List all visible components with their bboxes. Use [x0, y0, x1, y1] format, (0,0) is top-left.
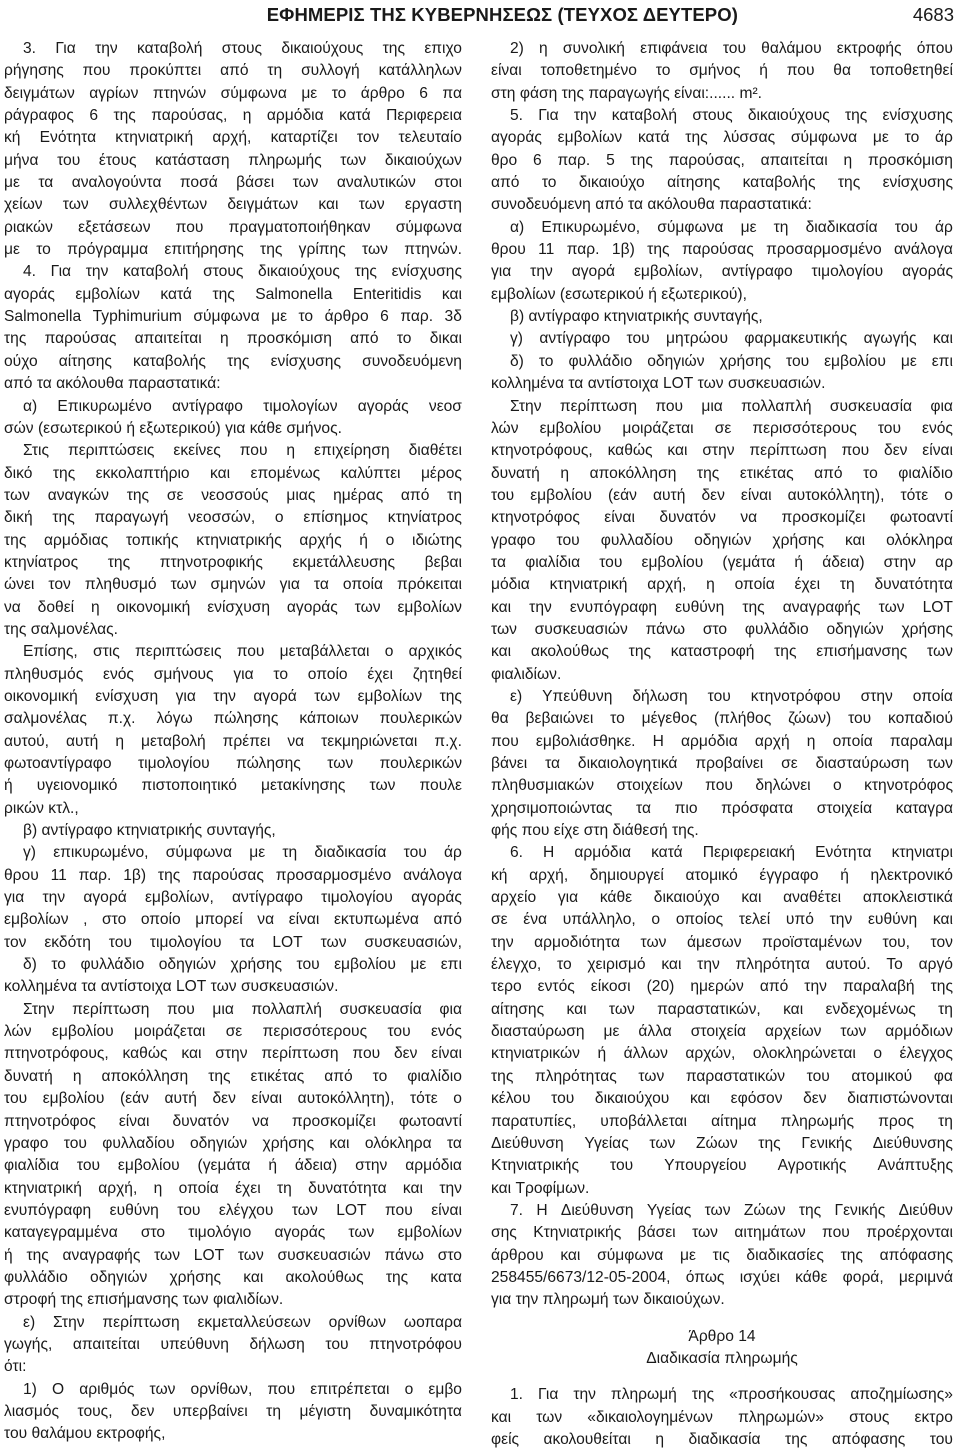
text-line: θρο 6 παρ. 5 της παρούσας, απαιτείται η προσκόμιση [491, 151, 953, 169]
text-line: στροφή της επισήμανσης των φιαλιδίων. [4, 1291, 284, 1309]
text-line: οικονομική ενίσχυση για την αγορά των εμβολίων της [4, 687, 462, 705]
text-line: ή της αναγραφής των LOT των συσκευασιών πάνω στο [4, 1246, 462, 1264]
text-line: αγοράς εμβολίων κατά της Salmonella Enteritidis και [4, 285, 462, 303]
text-line: ε) Στην περίπτωση εκμεταλλεύσεων ορνίθων ωοπαρα [23, 1313, 462, 1331]
text-line: άρθρου και σύμφωνα με τις διαδικασίες της απόφασης [491, 1246, 953, 1264]
text-line: ότι: [4, 1358, 27, 1376]
text-line: εμβολίων (εσωτερικού ή εξωτερικού), [491, 285, 747, 303]
text-line: ούχο αίτησης καταβολής της ενίσχυσης συνοδευόμενη [4, 352, 462, 370]
text-line: δ) το φυλλάδιο οδηγιών χρήσης του εμβολίου με επι [23, 956, 462, 974]
text-line: αγοράς εμβολίων κατά της λύσσας σύμφωνα με το άρ [491, 129, 953, 147]
text-line: της παρούσας απαιτείται η προσκόμιση από το δικαι [4, 330, 462, 348]
text-line: δικό της εκκολαπτήριο και επομένως καλύπτει μέρος [4, 464, 462, 482]
text-line: του θαλάμου εκτροφής, [4, 1425, 166, 1443]
text-line: θα βεβαιώνει το μέγεθος (πλήθος ζώων) του κοπαδιού [491, 710, 953, 728]
text-line: καταγεγραμμένα στο τιμολόγιο αγοράς των εμβολίων [4, 1224, 462, 1242]
text-line: από το δικαιούχο αίτησης καταβολής της ενίσχυσης [491, 174, 953, 192]
text-line: λιασμός τους, δεν υπερβαίνει τη μέγιστη δυναμικότητα [4, 1402, 462, 1420]
text-line: αίτησης και των παραστατικών, και ενδεχομένως τη [491, 1000, 953, 1018]
text-line: για την πληρωμή των δικαιούχων. [491, 1291, 725, 1309]
text-line: από τα ακόλουθα παραστατικά: [4, 375, 221, 393]
text-line: κή αρχή, δημιουργεί ατομικό έγγραφο ή ηλεκτρονικό [491, 866, 953, 884]
text-line: σε ένα υπάλληλο, ο οποίος τελεί υπό την ευθύνη και [491, 911, 953, 929]
text-line: του εμβολίου (εάν αυτή δεν είναι αυτοκόλλητη), τότε ο [4, 1090, 462, 1108]
text-line: κολλημένα τα αντίστοιχα LOT των συσκευασιών. [491, 375, 826, 393]
text-line: τον εκδότη του τιμολογίου τα LOT των συσκευασιών, [4, 933, 462, 951]
text-line: φιαλίδια του εμβολίου (γεμάτα ή άδεια) στην αρμόδια [4, 1157, 462, 1175]
spacer [491, 1312, 953, 1326]
text-line: λών εμβολίου μοιράζεται σε περισσότερους του ενός [4, 1023, 462, 1041]
text-line: κτηνοτρόφος είναι δυνατόν να προσκομίζει φωτοαντί [491, 509, 953, 527]
text-line: στη φάση της παραγωγής είναι:...... m². [491, 84, 763, 102]
text-line: κτηνίατρος της πτηνοτροφικής εκμετάλλευσης βεβαι [4, 553, 462, 571]
text-line: θρου 11 παρ. 1β) της παρούσας προσαρμοσμένο ανάλογα [491, 241, 953, 259]
text-line: πληθυσμιακών στοιχείων που δηλώνει ο κτηνοτρόφος [491, 777, 953, 795]
text-line: κή Ενότητα κτηνιατρική αρχή, καταρτίζει τον τελευταίο [4, 129, 462, 147]
text-line: γ) αντίγραφο του μητρώου φαρμακευτικής αγωγής και [510, 330, 953, 348]
text-line: γ) επικυρωμένο, σύμφωνα με τη διαδικασία του άρ [23, 844, 462, 862]
text-line: χείων των συλλεχθέντων δειγμάτων και των εργαστη [4, 196, 462, 214]
left-column [4, 38, 462, 1446]
text-line: κτηνοτρόφους, καθώς και στην περίπτωση που δεν είναι [491, 442, 953, 460]
text-line: 1. Για την πληρωμή της «προσήκουσας αποζημίωσης» [510, 1386, 953, 1404]
text-line: βάνει τα δικαιολογητικά προβαίνει σε διασταύρωση των [491, 755, 953, 772]
text-line: αυτού, αυτή η μεταβολή πρέπει να τεκμηριώνεται π.χ. [4, 732, 462, 750]
text-line: Salmonella Typhimurium σύμφωνα με το άρθρο 6 παρ. 3δ [4, 308, 462, 326]
text-line: Στην περίπτωση που μια πολλαπλή συσκευασία φια [23, 1000, 462, 1018]
text-line: ρήγησης που προκύπτει από τη συλλογή κατάλληλων [4, 62, 462, 80]
text-line: ενυπόγραφη ευθύνη του ελέγχου των LOT που είναι [4, 1201, 462, 1219]
text-line: αρχείο για κάθε δικαιούχο και αναθέτει αποκλειστικά [491, 889, 953, 907]
text-line: των αναγκών της σε νεοσσούς μιας ημέρας από τη [4, 486, 462, 504]
text-line: λών εμβολίου μοιράζεται σε περισσότερους του ενός [491, 419, 953, 437]
text-line: γραφο του φυλλαδίου οδηγιών χρήσης και ολόκληρα [491, 531, 953, 549]
text-line: του εμβολίου (εάν αυτή δεν είναι αυτοκόλλητη), τότε ο [491, 486, 953, 504]
text-line: 258455/6673/12-05-2004, όπως ισχύει κάθε φορά, μεριμνά [491, 1268, 953, 1286]
text-line: φής που είχε στη διάθεσή της. [491, 822, 699, 840]
spacer [491, 1370, 953, 1384]
text-line: δυνατή η αποκόλληση της ετικέτας από το φιαλίδιο [491, 464, 953, 482]
text-line: την αρμοδιότητα των άμεσων προϊσταμένων του, τον [491, 933, 953, 951]
article-heading: Διαδικασία πληρωμής [646, 1349, 798, 1367]
text-line: δική της παραγωγή νεοσσών, ο επίσημος κτηνίατρος [4, 509, 462, 527]
text-line: α) Επικυρωμένο, σύμφωνα με τη διαδικασία του άρ [510, 218, 953, 236]
text-line: παρατυπίες, υποβάλλεται αίτημα πληρωμής προς τη [491, 1112, 953, 1130]
text-line: 4. Για την καταβολή στους δικαιούχους της ενίσχυσης [23, 263, 462, 281]
text-line: ρικών κτλ., [4, 799, 79, 817]
text-line: για την αγορά εμβολίων, αντίγραφο τιμολογίου αγοράς [4, 889, 462, 907]
text-line: για την αγορά εμβολίων, αντίγραφο τιμολογίου αγοράς [491, 263, 953, 281]
text-line: σών (εσωτερικού ή εξωτερικού) για κάθε σμήνος. [4, 419, 342, 437]
text-line: της πληρότητας των παραστατικών του ατομικού φα [491, 1067, 953, 1085]
text-line: 3. Για την καταβολή στους δικαιούχους της επιχο [23, 40, 462, 57]
text-line: πτηνοτρόφους, καθώς και στην περίπτωση που δεν είναι [4, 1045, 462, 1063]
text-line: μήνα του έτους κατάσταση πληρωμής των δικαιούχων [4, 151, 462, 169]
text-line: 7. Η Διεύθυνση Υγείας των Ζώων της Γενικής Διεύθυν [510, 1201, 953, 1219]
text-line: Επίσης, στις περιπτώσεις που μεταβάλλεται ο αρχικός [23, 643, 462, 661]
text-line: με τα αναλογούντα ποσά βάσει των αναλυτικών στοι [4, 174, 462, 192]
text-line: πληθυσμός ενός σμήνους για το οποίο έχει ζητηθεί [4, 665, 462, 683]
text-line: πτηνοτρόφος είναι δυνατόν να προσκομίζει φωτοαντί [4, 1112, 462, 1130]
text-line: έλεγχο, το χειρισμό και την πληρότητα αυτού. Το αργό [491, 956, 953, 974]
text-line: συνοδευόμενη από τα ακόλουθα παραστατικά: [491, 196, 812, 214]
text-line: γωγής, απαιτείται υπεύθυνη δήλωση του πτηνοτρόφου [4, 1335, 462, 1353]
text-line: Στις περιπτώσεις εκείνες που η επιχείρηση διαθέτει [23, 442, 462, 460]
text-line: με το πρόγραμμα επιτήρησης της γρίπης των πτηνών. [4, 241, 462, 259]
text-line: και την ενυπόγραφη ευθύνη της αναγραφής των LOT [491, 598, 953, 616]
text-line: 2) η συνολική επιφάνεια του θαλάμου εκτροφής όπου [510, 40, 953, 57]
text-line: φυλλάδιο οδηγιών χρήσης και ακολούθως της κατα [4, 1268, 462, 1286]
text-line: ή υγειονομικό πιστοποιητικό μετακίνησης των πουλε [4, 777, 462, 795]
text-line: γραφο του φυλλαδίου οδηγιών χρήσης και ολόκληρα τα [4, 1134, 462, 1152]
text-line: σης Κτηνιατρικής βάσει των αιτημάτων που προέρχονται [491, 1224, 953, 1242]
text-line: σαλμονέλας π.χ. λόγω πώλησης κάποιων πουλερικών [4, 710, 462, 728]
text-line: δυνατή η αποκόλληση της ετικέτας από το φιαλίδιο [4, 1067, 462, 1085]
text-line: τερο εντός είκοσι (20) ημερών από την παραλαβή της [491, 978, 953, 996]
text-line: ράγραφος 6 της παρούσας, η αρμόδια κατά Περιφερεια [4, 107, 462, 125]
text-line: ώνει τον πληθυσμό των σμηνών για τα οποία πρόκειται [4, 576, 462, 594]
right-column [491, 38, 953, 1451]
text-line: ε) Υπεύθυνη δήλωση του κτηνοτρόφου στην οποία [510, 687, 953, 705]
text-line: φείς ακολουθείται η διαδικασία της απόφασης του [491, 1430, 953, 1448]
text-line: 6. Η αρμόδια κατά Περιφερειακή Ενότητα κτηνιατρι [510, 844, 953, 862]
text-line: 5. Για την καταβολή στους δικαιούχους της ενίσχυσης [510, 107, 953, 125]
text-line: θρου 11 παρ. 1β) της παρούσας προσαρμοσμένο ανάλογα [4, 866, 462, 884]
text-line: φιαλιδίων. [491, 665, 562, 683]
text-line: κτηνιατρική αρχή, η οποία έχει τη δυνατότητα και την [4, 1179, 462, 1197]
text-line: Κτηνιατρικής του Υπουργείου Αγροτικής Ανάπτυξης [491, 1157, 953, 1175]
text-line: χρησιμοποιώντας τα πιο πρόσφατα στοιχεία καταγρα [491, 799, 953, 817]
text-line: που εμβολιάσθηκε. Η αρμόδια αρχή η οποία παραλαμ [491, 732, 953, 750]
page-number: 4683 [912, 4, 954, 25]
text-line: 1) Ο αριθμός των ορνίθων, που επιτρέπεται ο εμβο [23, 1380, 462, 1398]
text-line: Διεύθυνση Υγείας των Ζώων της Γενικής Διεύθυνσης [491, 1134, 953, 1152]
text-line: δ) το φυλλάδιο οδηγιών χρήσης του εμβολίου με επι [510, 352, 953, 370]
text-line: α) Επικυρωμένο αντίγραφο τιμολογίων αγοράς νεοσ [23, 397, 462, 415]
article-heading: Άρθρο 14 [688, 1327, 756, 1345]
text-line: και των «δικαιολογημένων πληρωμών» στους εκτρο [491, 1408, 953, 1426]
text-line: β) αντίγραφο κτηνιατρικής συνταγής, [23, 822, 276, 840]
text-line: εμβολίων , στο οποίο μπορεί να είναι εκτυπωμένα από [4, 911, 462, 929]
text-line: τα φιαλίδια του εμβολίου (γεμάτα ή άδεια) στην αρ [491, 553, 953, 571]
text-line: ριακών εξετάσεων που πραγματοποιήθηκαν σύμφωνα [4, 218, 462, 236]
text-line: δειγμάτων αγρίων πτηνών σύμφωνα με το άρθρο 6 πα [4, 84, 462, 102]
text-line: μόδια κτηνιατρική αρχή, η οποία έχει τη δυνατότητα [491, 576, 953, 594]
text-line: κτηνιατρικών ή άλλων αρχών, ολοκληρώνεται ο έλεγχος [491, 1045, 953, 1063]
text-line: κέλου του δικαιούχου και εφόσον δεν διαπιστώνονται [491, 1090, 953, 1108]
text-line: και ακολούθως της καταστροφή της επισήμανσης των [491, 643, 953, 661]
text-line: διασταύρωση με άλλα στοιχεία αρχείων των αρμόδιων [491, 1023, 953, 1041]
text-line: και Τροφίμων. [491, 1179, 590, 1197]
text-line: β) αντίγραφο κτηνιατρικής συνταγής, [510, 308, 763, 326]
gazette-title: ΕΦΗΜΕΡΙΣ ΤΗΣ ΚΥΒΕΡΝΗΣΕΩΣ (ΤΕΥΧΟΣ ΔΕΥΤΕΡΟ) [266, 4, 738, 25]
text-line: των συσκευασιών πάνω στο φυλλάδιο οδηγιών χρήσης [491, 620, 953, 638]
text-line: να δοθεί η οικονομική ενίσχυση αγοράς των εμβολίων [4, 598, 462, 616]
page-header [0, 4, 960, 32]
text-line: της αρμόδιας τοπικής κτηνιατρικής αρχής ή ο ιδιώτης [4, 531, 462, 549]
text-line: κολλημένα τα αντίστοιχα LOT των συσκευασιών. [4, 978, 339, 996]
text-line: φωτοαντίγραφο τιμολογίου πώλησης των πουλερικών [4, 755, 462, 772]
text-line: είναι τοποθετημένο το σμήνος ή που θα τοποθετηθεί [491, 62, 953, 80]
text-line: της σαλμονέλας. [4, 620, 118, 638]
text-line: Στην περίπτωση που μια πολλαπλή συσκευασία φια [510, 397, 953, 415]
